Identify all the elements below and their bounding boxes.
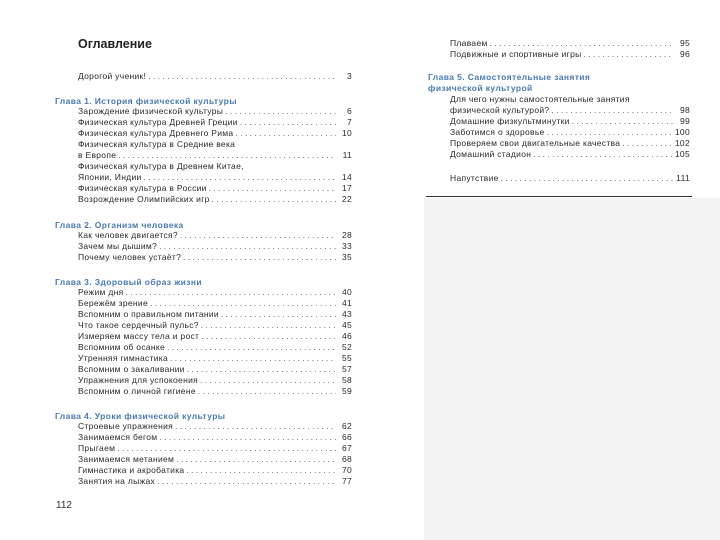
toc-entry: Подвижные и спортивные игры . . . 96 <box>450 49 690 60</box>
toc-entry: Почему человек устаёт? . . . 35 <box>78 252 352 263</box>
toc-entry-line: Для чего нужны самостоятельные занятия <box>450 94 630 104</box>
chapter-heading-4: Глава 4. Уроки физической культуры <box>55 411 226 421</box>
page-title: Оглавление <box>78 37 152 51</box>
toc-entry: Физическая культура в России . . . 17 <box>78 183 352 194</box>
toc-entry: Занимаемся бегом . . . 66 <box>78 432 352 443</box>
toc-entry: Домашний стадион . . . 105 <box>450 149 690 160</box>
divider-line <box>426 196 692 197</box>
chapter-heading-5-line2: физической культурой <box>428 83 533 93</box>
chapter-heading-2: Глава 2. Организм человека <box>55 220 184 230</box>
toc-entry: Японии, Индии . . . 14 <box>78 172 352 183</box>
chapter-heading-3: Глава 3. Здоровый образ жизни <box>55 277 203 287</box>
toc-entry-line: Физическая культура в Средние века <box>78 139 236 149</box>
toc-entry: Вспомним о личной гигиене . . . 59 <box>78 386 352 397</box>
blank-area <box>424 198 720 540</box>
toc-entry: Проверяем свои двигательные качества . . . 102 <box>450 138 690 149</box>
toc-entry: Упражнения для успокоения . . . 58 <box>78 375 352 386</box>
toc-entry: Прыгаем . . . 67 <box>78 443 352 454</box>
toc-entry: Физическая культура Древнего Рима . . . 10 <box>78 128 352 139</box>
toc-entry: Вспомним об осанке . . . 52 <box>78 342 352 353</box>
toc-entry: Строевые упражнения . . . 62 <box>78 421 352 432</box>
toc-entry: Зарождение физической культуры . . . 6 <box>78 106 352 117</box>
toc-entry: Возрождение Олимпийских игр . . . 22 <box>78 194 352 205</box>
toc-entry: Занимаемся метанием . . . 68 <box>78 454 352 465</box>
chapter-heading-1: Глава 1. История физической культуры <box>55 96 237 106</box>
toc-entry: физической культурой? . . . 98 <box>450 105 690 116</box>
toc-entry-line: Физическая культура в Древнем Китае, <box>78 161 244 171</box>
toc-entry-intro: Дорогой ученик! . . . 3 <box>78 71 352 82</box>
toc-entry-farewell: Напутствие . . . 111 <box>450 173 690 184</box>
page-number: 112 <box>56 500 72 511</box>
toc-entry: Как человек двигается? . . . 28 <box>78 230 352 241</box>
toc-entry: Заботимся о здоровье . . . 100 <box>450 127 690 138</box>
chapter-heading-5: Глава 5. Самостоятельные занятия <box>428 72 591 82</box>
toc-entry: Занятия на лыжах . . . 77 <box>78 476 352 487</box>
toc-entry: Бережём зрение . . . 41 <box>78 298 352 309</box>
toc-entry: Плаваем . . . 95 <box>450 38 690 49</box>
toc-entry: Утренняя гимнастика . . . 55 <box>78 353 352 364</box>
toc-entry: Измеряем массу тела и рост . . . 46 <box>78 331 352 342</box>
toc-entry: Физическая культура Древней Греции . . . 7 <box>78 117 352 128</box>
toc-entry: в Европе . . . 11 <box>78 150 352 161</box>
toc-entry: Вспомним о правильном питании . . . 43 <box>78 309 352 320</box>
toc-entry: Режим дня . . . 40 <box>78 287 352 298</box>
toc-entry: Зачем мы дышим? . . . 33 <box>78 241 352 252</box>
toc-entry: Что такое сердечный пульс? . . . 45 <box>78 320 352 331</box>
toc-entry: Домашние физкультминутки . . . 99 <box>450 116 690 127</box>
toc-entry: Гимнастика и акробатика . . . 70 <box>78 465 352 476</box>
toc-entry: Вспомним о закаливании . . . 57 <box>78 364 352 375</box>
